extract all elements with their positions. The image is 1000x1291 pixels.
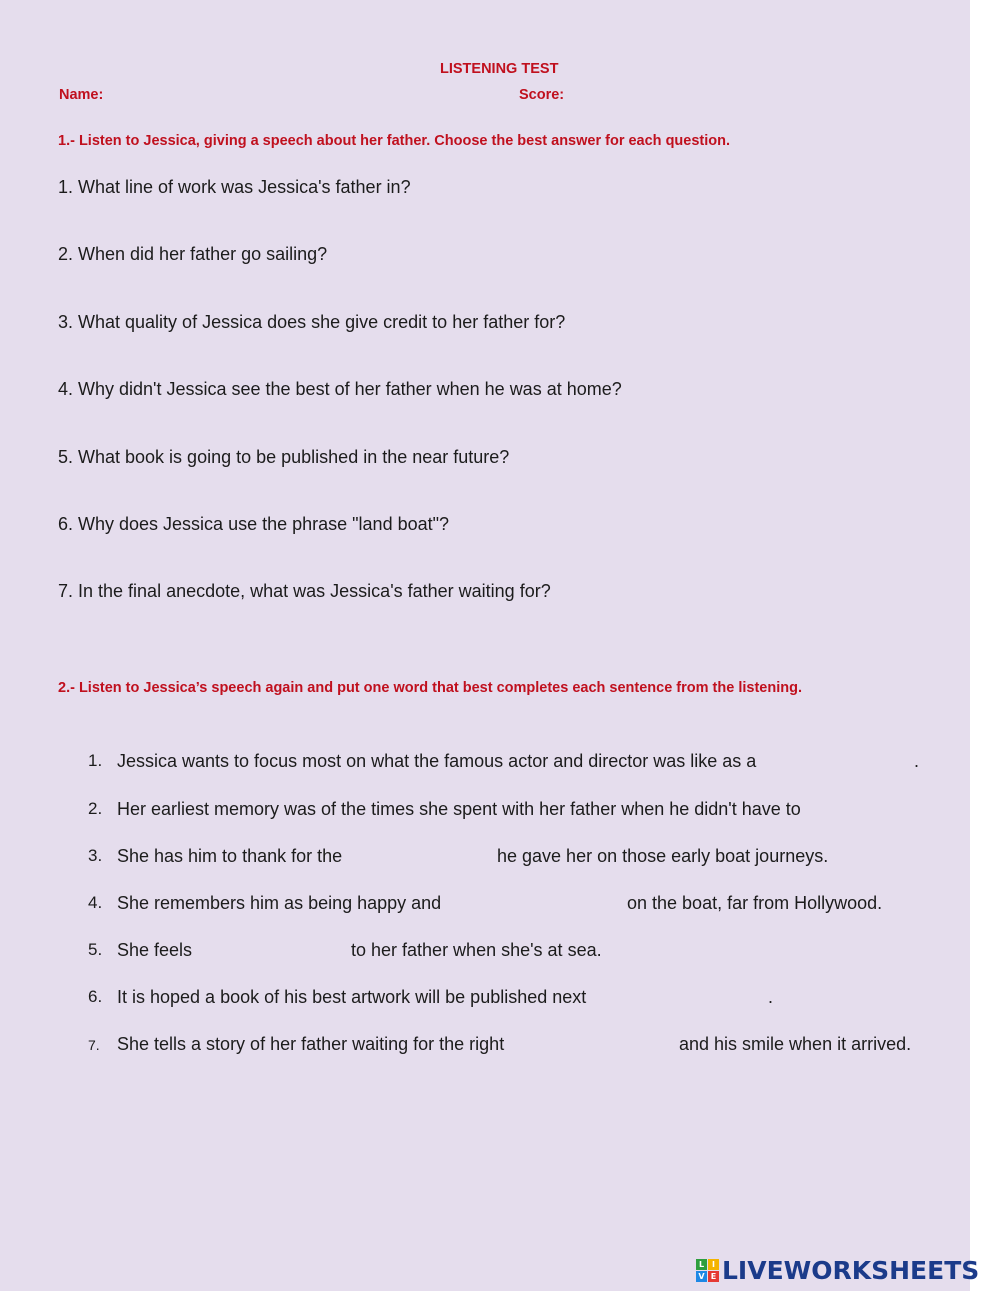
item-1-text-before: Jessica wants to focus most on what the famous actor and director was like as a bbox=[117, 751, 757, 771]
section2-instruction: 2.- Listen to Jessica’s speech again and put one word that best completes each sentence from the listening. bbox=[58, 680, 802, 696]
item-3-text-before: She has him to thank for the bbox=[117, 846, 343, 866]
item-2-answer-blank[interactable] bbox=[866, 800, 962, 822]
item-3-text-after: he gave her on those early boat journeys. bbox=[497, 846, 829, 866]
item-7-answer-blank[interactable] bbox=[544, 1035, 674, 1057]
item-5-text-before: She feels bbox=[117, 940, 193, 960]
item-number: 2. bbox=[88, 799, 103, 818]
brand-name: LIVEWORKSHEETS bbox=[722, 1255, 980, 1285]
section1-instruction: 1.- Listen to Jessica, giving a speech about her father. Choose the best answer for each question. bbox=[58, 133, 731, 149]
logo-letter: V bbox=[696, 1271, 707, 1282]
item-6-text-after: . bbox=[768, 987, 774, 1007]
item-1-text-after: . bbox=[914, 751, 920, 771]
question-1: 1. What line of work was Jessica's father in? bbox=[58, 177, 411, 197]
logo-letter: L bbox=[696, 1259, 707, 1270]
item-1-answer-blank[interactable] bbox=[815, 752, 911, 774]
score-label: Score: bbox=[519, 87, 565, 103]
question-4: 4. Why didn't Jessica see the best of her father when he was at home? bbox=[58, 379, 622, 399]
item-7-text-before: She tells a story of her father waiting for the right bbox=[117, 1034, 505, 1054]
item-2-text-before: Her earliest memory was of the times she spent with her father when he didn't have to bbox=[117, 799, 801, 819]
item-5-answer-blank[interactable] bbox=[206, 941, 344, 963]
liveworksheets-logo-icon bbox=[696, 1259, 719, 1282]
logo-letter: E bbox=[708, 1271, 719, 1282]
item-6-text-before: It is hoped a book of his best artwork will be published next bbox=[117, 987, 587, 1007]
item-6-answer-blank[interactable] bbox=[634, 988, 764, 1010]
name-label: Name: bbox=[59, 87, 104, 103]
item-number: 6. bbox=[88, 987, 103, 1006]
item-number: 7. bbox=[88, 1037, 100, 1053]
liveworksheets-footer[interactable] bbox=[696, 1255, 979, 1285]
question-5: 5. What book is going to be published in the near future? bbox=[58, 447, 510, 467]
item-4-answer-blank[interactable] bbox=[476, 894, 620, 916]
item-number: 3. bbox=[88, 846, 103, 865]
item-7-text-after: and his smile when it arrived. bbox=[679, 1034, 912, 1054]
page-title: LISTENING TEST bbox=[440, 61, 559, 77]
item-5-text-after: to her father when she's at sea. bbox=[351, 940, 602, 960]
question-2: 2. When did her father go sailing? bbox=[58, 244, 328, 264]
item-number: 5. bbox=[88, 940, 103, 959]
item-4-text-before: She remembers him as being happy and bbox=[117, 893, 442, 913]
item-number: 1. bbox=[88, 751, 103, 770]
question-7: 7. In the final anecdote, what was Jessica's father waiting for? bbox=[58, 581, 551, 601]
item-4-text-after: on the boat, far from Hollywood. bbox=[627, 893, 883, 913]
logo-letter: I bbox=[708, 1259, 719, 1270]
question-6: 6. Why does Jessica use the phrase "land boat"? bbox=[58, 514, 450, 534]
question-3: 3. What quality of Jessica does she give credit to her father for? bbox=[58, 312, 566, 332]
item-3-answer-blank[interactable] bbox=[368, 847, 492, 869]
item-number: 4. bbox=[88, 893, 103, 912]
